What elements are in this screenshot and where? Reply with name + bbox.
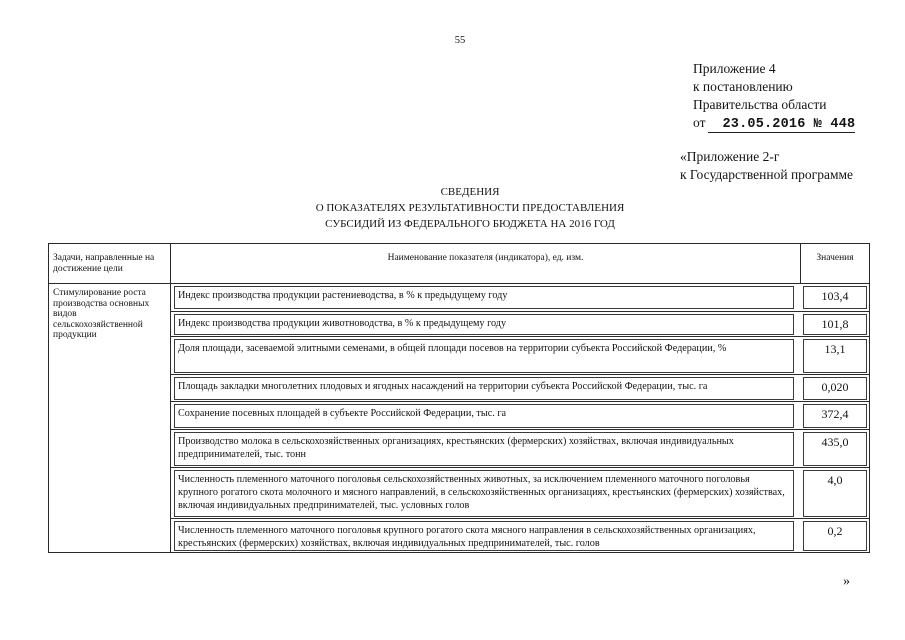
value-cell: 0,020 (803, 377, 867, 400)
table-row (171, 518, 869, 553)
indicator-cell: Индекс производства продукции животноводства, в % к предыдущему году (174, 314, 794, 335)
indicator-cell: Площадь закладки многолетних плодовых и ягодных насаждений на территории субъекта Российской Федерации, тыс. га (174, 377, 794, 400)
indicator-cell: Производство молока в сельскохозяйственных организациях, крестьянских (фермерских) хозяйствах, включая индивидуальных предпринимателей, тыс. тонн (174, 432, 794, 466)
value-cell: 103,4 (803, 286, 867, 309)
value-cell: 13,1 (803, 339, 867, 373)
table-divider (800, 244, 801, 284)
indicator-cell: Сохранение посевных площадей в субъекте Российской Федерации, тыс. га (174, 404, 794, 428)
appendix-line-1: Приложение 4 (693, 61, 776, 76)
table-row (171, 429, 869, 468)
table-row (171, 374, 869, 402)
appendix-header (693, 60, 855, 132)
table-row (171, 401, 869, 430)
header-values: Значения (816, 253, 854, 263)
header-indicator: Наименование показателя (индикатора), ед. изм. (387, 253, 584, 263)
value-cell: 435,0 (803, 432, 867, 466)
indicators-table (48, 243, 870, 553)
header-tasks: Задачи, направленные на достижение цели (53, 253, 155, 274)
table-row (171, 284, 869, 311)
value-cell: 4,0 (803, 470, 867, 517)
program-appendix-line-2: к Государственной программе (680, 167, 854, 182)
title-line-3: СУБСИДИЙ ИЗ ФЕДЕРАЛЬНОГО БЮДЖЕТА НА 2016 ГОД (325, 218, 615, 230)
table-row (171, 311, 869, 337)
indicator-cell: Численность племенного маточного поголовья сельскохозяйственных животных, за исключением племенного маточного поголовья крупного рогатого скота молочного и мясного направлений, в сельскохозяйственных организациях, крестьянских (фермерских) хозяйствах, включая индивидуальных предпринимателей, тыс. условных голов (174, 470, 794, 517)
program-appendix (680, 148, 853, 184)
appendix-line-2: к постановлению (693, 79, 793, 94)
date-stamp: 23.05.2016 № 448 (708, 118, 855, 133)
date-prefix: от (693, 115, 706, 130)
indicator-cell: Численность племенного маточного поголовья крупного рогатого скота мясного направления в сельскохозяйственных организациях, крестьянских (фермерских) хозяйствах, включая индивидуальных предпринимателей, тыс. голов (174, 521, 794, 551)
closing-quote: » (843, 574, 850, 589)
value-cell: 0,2 (803, 521, 867, 551)
appendix-line-3: Правительства области (693, 97, 827, 112)
table-row (171, 336, 869, 375)
indicator-cell: Доля площади, засеваемой элитными семенами, в общей площади посевов на территории субъекта Российской Федерации, % (174, 339, 794, 373)
document-title (200, 184, 740, 232)
program-appendix-line-1: «Приложение 2-г (680, 149, 780, 164)
title-line-2: О ПОКАЗАТЕЛЯХ РЕЗУЛЬТАТИВНОСТИ ПРЕДОСТАВЛЕНИЯ (315, 202, 625, 214)
page-number: 55 (454, 35, 466, 46)
table-row (171, 467, 869, 519)
value-cell: 101,8 (803, 314, 867, 335)
task-cell: Стимулирование роста производства основных видов сельскохозяйственной продукции (53, 288, 150, 340)
indicator-cell: Индекс производства продукции растениеводства, в % к предыдущему году (174, 286, 794, 309)
appendix-date-line (693, 114, 855, 132)
value-cell: 372,4 (803, 404, 867, 428)
title-line-1: СВЕДЕНИЯ (440, 186, 500, 198)
